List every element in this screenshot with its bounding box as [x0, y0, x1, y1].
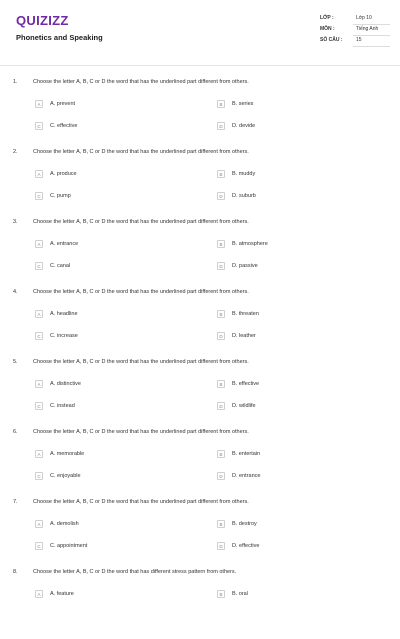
question-number: 2. [13, 149, 18, 155]
option-text: B. effective [232, 381, 260, 387]
option-letter-box[interactable]: D [217, 122, 225, 130]
option-letter-box[interactable]: D [217, 332, 225, 340]
question-item [0, 429, 400, 499]
question-text: Choose the letter A, B, C or D the word that has the underlined part different from others. [33, 359, 249, 365]
page-title: Phonetics and Speaking [16, 33, 103, 42]
meta-row-subject [320, 25, 390, 36]
option-letter-box[interactable]: A [35, 310, 43, 318]
question-number: 4. [13, 289, 18, 295]
meta-value: Lớp 10 [356, 15, 372, 21]
option-letter-box[interactable]: B [217, 100, 225, 108]
option-letter-box[interactable]: B [217, 170, 225, 178]
option-text: A. prevent [50, 101, 76, 107]
option-text: D. suburb [232, 193, 256, 199]
option-text: C. appointment [50, 543, 88, 549]
option-letter-box[interactable]: A [35, 520, 43, 528]
question-number: 3. [13, 219, 18, 225]
option-text: B. series [232, 101, 254, 107]
meta-label: SỐ CÂU : [320, 37, 343, 43]
quizizz-logo: QUIZIZZ [16, 13, 69, 28]
meta-row-grade [320, 14, 390, 25]
question-item [0, 359, 400, 429]
meta-label: LỚP : [320, 15, 334, 21]
option-letter-box[interactable]: B [217, 380, 225, 388]
question-item [0, 499, 400, 569]
option-text: D. effective [232, 543, 260, 549]
option-text: C. pump [50, 193, 71, 199]
option-letter-box[interactable]: C [35, 472, 43, 480]
question-text: Choose the letter A, B, C or D the word that has the underlined part different from others. [33, 79, 249, 85]
option-text: A. demolish [50, 521, 79, 527]
option-text: A. headline [50, 311, 78, 317]
question-list [0, 79, 400, 639]
option-letter-box[interactable]: A [35, 170, 43, 178]
option-text: B. muddy [232, 171, 256, 177]
option-letter-box[interactable]: C [35, 192, 43, 200]
option-letter-box[interactable]: C [35, 542, 43, 550]
page-header [0, 0, 400, 66]
option-text: B. atmosphere [232, 241, 268, 247]
option-text: C. effective [50, 123, 78, 129]
option-letter-box[interactable]: B [217, 520, 225, 528]
option-letter-box[interactable]: D [217, 262, 225, 270]
meta-divider [353, 46, 390, 47]
option-letter-box[interactable]: D [217, 472, 225, 480]
meta-label: MÔN : [320, 26, 335, 32]
option-letter-box[interactable]: C [35, 402, 43, 410]
option-letter-box[interactable]: A [35, 240, 43, 248]
question-number: 1. [13, 79, 18, 85]
question-number: 6. [13, 429, 18, 435]
option-text: C. canal [50, 263, 71, 269]
question-item [0, 149, 400, 219]
option-text: C. instead [50, 403, 75, 409]
option-letter-box[interactable]: B [217, 590, 225, 598]
option-letter-box[interactable]: C [35, 122, 43, 130]
option-text: D. wildlife [232, 403, 256, 409]
option-text: D. leather [232, 333, 256, 339]
option-text: D. devide [232, 123, 256, 129]
meta-row-question-count [320, 36, 390, 47]
option-letter-box[interactable]: C [35, 262, 43, 270]
question-text: Choose the letter A, B, C or D the word that has the underlined part different from others. [33, 499, 249, 505]
question-text: Choose the letter A, B, C or D the word that has the underlined part different from others. [33, 289, 249, 295]
question-number: 7. [13, 499, 18, 505]
option-letter-box[interactable]: D [217, 402, 225, 410]
option-letter-box[interactable]: D [217, 542, 225, 550]
option-text: A. memorable [50, 451, 85, 457]
option-letter-box[interactable]: A [35, 590, 43, 598]
option-letter-box[interactable]: C [35, 332, 43, 340]
option-letter-box[interactable]: B [217, 310, 225, 318]
option-text: D. passive [232, 263, 258, 269]
question-text: Choose the letter A, B, C or D the word that has the underlined part different from others. [33, 219, 249, 225]
question-text: Choose the letter A, B, C or D the word that has the underlined part different from others. [33, 149, 249, 155]
question-number: 8. [13, 569, 18, 575]
meta-info [320, 14, 390, 47]
question-text: Choose the letter A, B, C or D the word that has the underlined part different from others. [33, 429, 249, 435]
option-text: B. threaten [232, 311, 259, 317]
option-letter-box[interactable]: A [35, 100, 43, 108]
option-letter-box[interactable]: D [217, 192, 225, 200]
question-item [0, 569, 400, 639]
option-letter-box[interactable]: B [217, 450, 225, 458]
meta-value: Tiếng Anh [356, 26, 379, 32]
option-text: C. increase [50, 333, 78, 339]
option-text: A. entrance [50, 241, 79, 247]
option-text: C. enjoyable [50, 473, 81, 479]
option-text: A. distinctive [50, 381, 81, 387]
option-text: B. oral [232, 591, 248, 597]
option-letter-box[interactable]: A [35, 380, 43, 388]
option-letter-box[interactable]: A [35, 450, 43, 458]
question-item [0, 219, 400, 289]
option-text: B. destroy [232, 521, 257, 527]
question-item [0, 289, 400, 359]
option-text: D. entrance [232, 473, 261, 479]
question-item [0, 79, 400, 149]
meta-value: 15 [356, 37, 362, 43]
question-number: 5. [13, 359, 18, 365]
option-text: A. feature [50, 591, 74, 597]
option-text: A. produce [50, 171, 77, 177]
option-letter-box[interactable]: B [217, 240, 225, 248]
option-text: B. entertain [232, 451, 261, 457]
question-text: Choose the letter A, B, C or D the word that has different stress pattern from others. [33, 569, 237, 575]
